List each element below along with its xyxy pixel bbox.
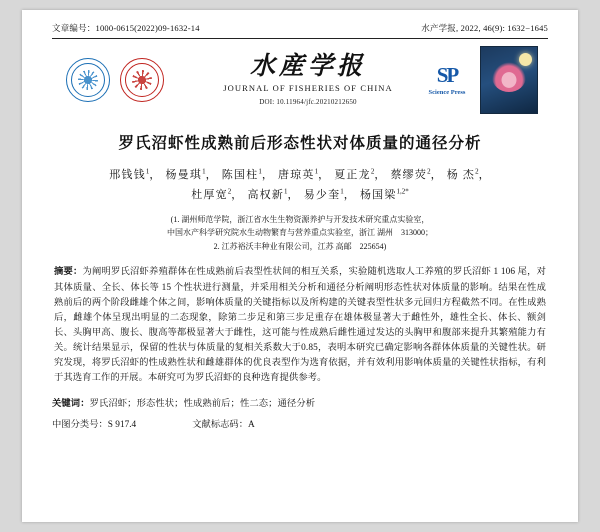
journal-title-block	[196, 54, 420, 106]
article-number	[52, 22, 200, 34]
header-divider	[52, 38, 548, 39]
authors-line-1: 邢钱钱$^1$， 杨曼琪$^1$， 陈国柱$^1$， 唐琼英$^1$， 夏正龙$^2$， 蔡缪荧$^2$， 杨 杰$^2$，	[109, 167, 491, 181]
document-code-value: A	[248, 419, 255, 430]
clc-label: 中图分类号：	[52, 419, 108, 430]
document-code	[192, 416, 255, 430]
clc-value: S 917.4	[107, 419, 137, 430]
affiliation-line-2: 中国水产科学研究院水生动物繁育与营养重点实验室，浙江 湖州 313000；	[167, 228, 433, 238]
doi-text: DOI: 10.11964/jfc.20210212650	[259, 98, 357, 107]
journal-title-cn: 水産学报	[249, 52, 366, 80]
article-number-value: 1000-0615(2022)09-1632-14	[95, 23, 200, 33]
press-mark	[420, 62, 474, 96]
press-name: Science Press	[428, 88, 466, 96]
keywords-text: 罗氏沼虾；形态性状；性成熟前后；性二态；通径分析	[89, 398, 316, 409]
clc-number	[52, 416, 136, 430]
page-content	[52, 22, 548, 430]
authors	[52, 165, 548, 206]
authors-line-2: 杜厚宽$^2$， 高权新$^1$， 易少奎$^1$， 杨国梁$^{1,2*}$	[191, 187, 409, 202]
science-press-logo-icon: SP	[436, 62, 458, 87]
page-title: 罗氏沼虾性成熟前后形态性状对体质量的通径分析	[118, 135, 482, 152]
keywords-label: 关键词：	[52, 398, 90, 409]
page-header	[52, 22, 548, 37]
abstract	[52, 265, 548, 385]
institution-seal-red-icon	[120, 58, 164, 102]
press-block	[420, 46, 548, 114]
journal-cover-thumbnail	[480, 46, 538, 114]
article-number-label: 文章编号：	[52, 23, 96, 33]
masthead	[52, 43, 548, 117]
journal-citation: 水产学报, 2022, 46(9): 1632−1645	[421, 23, 548, 33]
document-code-label: 文献标志码：	[192, 419, 249, 430]
abstract-label: 摘要：	[54, 267, 83, 278]
institution-seal-blue-icon	[66, 58, 110, 102]
classification-row	[52, 416, 548, 430]
journal-title-en: JOURNAL OF FISHERIES OF CHINA	[223, 83, 393, 94]
abstract-text: 为阐明罗氏沼虾养殖群体在性成熟前后表型性状间的相互关系，实验随机选取人工养殖的罗氏沼虾 1 106 尾，对其体质量、全长、体长等 15 个性状进行测量，并采用相关分析和通径分析阐明形态性状对体质量的影响。结果在性成熟前后的两个阶段雌雄个体之间，影响体质量的关键指标以及所构建的关键表型性状多元回归方程截然不同。在性成熟后，雌雄个体呈现出明显的二态现象，除第二步足和第三步足重存在雄体极显著大于雌性外，雄性全长、体长、额剑长、头胸甲高、腹长、腹高等都极显著大于雌性，这可能与性成熟后雌性通过发达的头胸甲和腹部来提升其繁殖能力有关。统计结果显示，保留的性状与体质量的复相关系数大于0.85，表明本研究已确定影响各群体体质量的关键性状。研究发现，将罗氏沼虾的性成熟性状和雌雄群体的优良表型作为选育依据，并有效利用影响体质量的关键性状指标，有利于其选育工作的开展。本研究可为罗氏沼虾的良种选育提供参考。	[54, 267, 546, 383]
affiliation-line-3: 2. 江苏裕沃丰种业有限公司，江苏 高邮 225654)	[213, 241, 387, 251]
masthead-logos	[52, 58, 196, 102]
affiliation-line-1: (1. 湖州师范学院，浙江省水生生物资源养护与开发技术研究重点实验室，	[170, 214, 430, 224]
affiliations	[52, 213, 548, 254]
journal-page	[22, 10, 578, 522]
keywords	[52, 395, 548, 409]
